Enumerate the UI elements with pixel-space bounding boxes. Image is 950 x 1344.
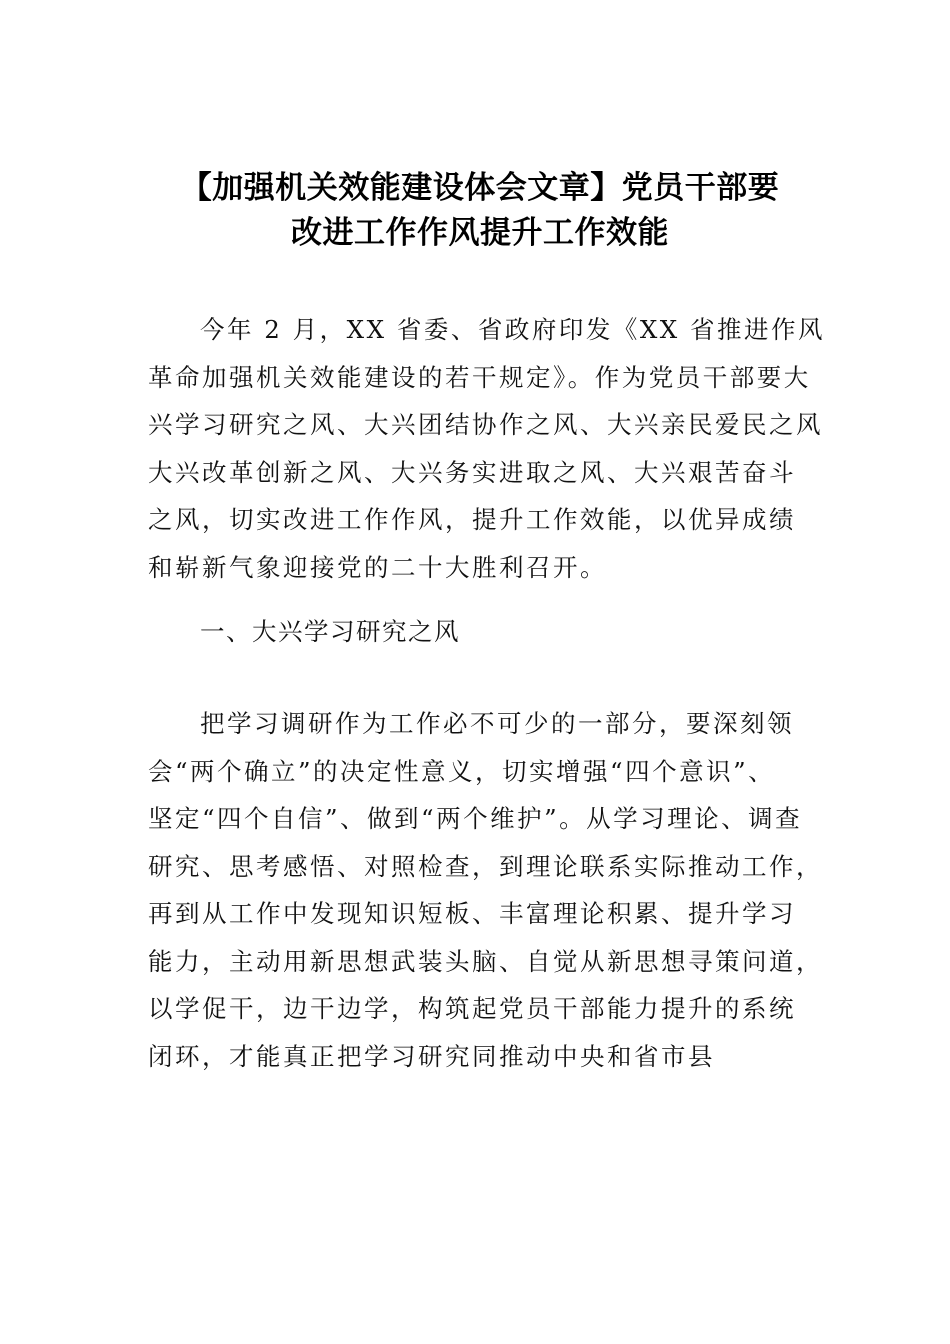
paragraph-line: 把学习调研作为工作必不可少的一部分，要深刻领 (200, 709, 794, 738)
title-line-2: 改进工作作风提升工作效能 (291, 215, 669, 251)
paragraph-line: 研究、思考感悟、对照检查，到理论联系实际推动工作， (148, 851, 823, 881)
paragraph-line: 再到从工作中发现知识短板、丰富理论积累、提升学习 (148, 899, 796, 928)
paragraph-line: 之风，切实改进工作作风，提升工作效能，以优异成绩 (148, 505, 796, 534)
paragraph-line: 以学促干，边干边学，构筑起党员干部能力提升的系统 (148, 994, 796, 1023)
paragraph-line: 大兴改革创新之风、大兴务实进取之风、大兴艰苦奋斗 (148, 457, 796, 487)
section-heading: 一、大兴学习研究之风 (200, 617, 460, 646)
paragraph-line: 会“两个确立”的决定性意义，切实增强“四个意识”、 (148, 756, 776, 786)
document-title (140, 166, 820, 256)
title-line-1: 【加强机关效能建设体会文章】党员干部要 (180, 170, 780, 206)
paragraph-line: 坚定“四个自信”、做到“两个维护”。从学习理论、调查 (148, 804, 803, 833)
paragraph-line: 能力，主动用新思想武装头脑、自觉从新思想寻策问道， (148, 946, 823, 976)
paragraph-line: 革命加强机关效能建设的若干规定》。作为党员干部要大 (148, 362, 811, 392)
section-paragraph (148, 700, 828, 1080)
paragraph-line: 今年 2 月，XX 省委、省政府印发《XX 省推进作风 (200, 315, 826, 344)
intro-paragraph (148, 306, 828, 591)
paragraph-line: 闭环，才能真正把学习研究同推动中央和省市县 (148, 1041, 715, 1071)
paragraph-line: 和崭新气象迎接党的二十大胜利召开。 (148, 552, 607, 582)
paragraph-line: 兴学习研究之风、大兴团结协作之风、大兴亲民爱民之风 (148, 410, 823, 439)
